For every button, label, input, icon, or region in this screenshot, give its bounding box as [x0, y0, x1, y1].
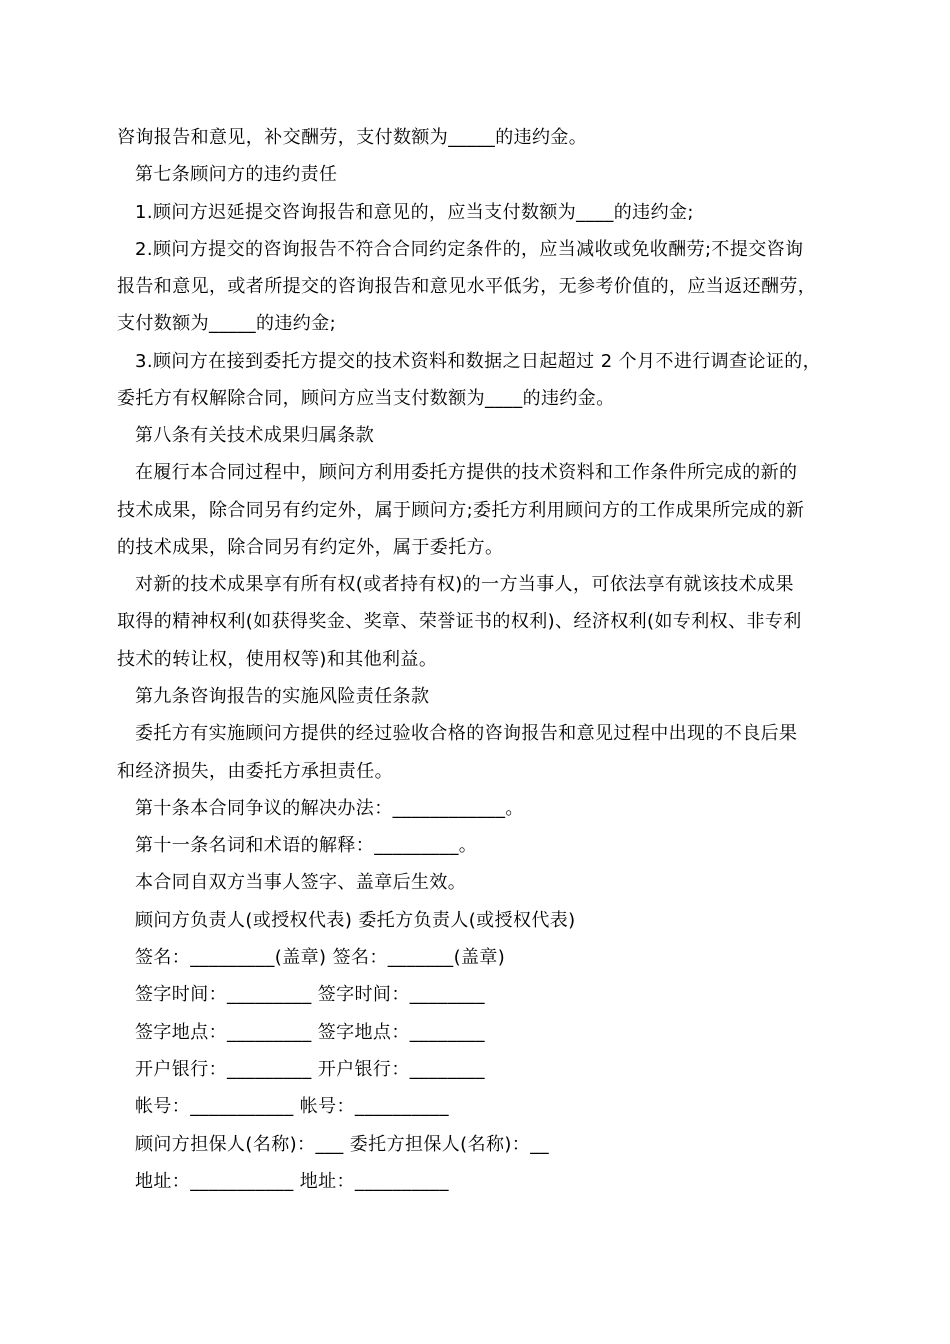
- paragraph-line: 技术的转让权，使用权等)和其他利益。: [117, 649, 438, 670]
- paragraph-line: 委托方有权解除合同，顾问方应当支付数额为____的违约金。: [117, 388, 615, 409]
- paragraph-line: 委托方有实施顾问方提供的经过验收合格的咨询报告和意见过程中出现的不良后果: [135, 723, 798, 744]
- address-row: 地址：___________ 地址：__________: [135, 1171, 449, 1192]
- paragraph-line: 对新的技术成果享有所有权(或者持有权)的一方当事人，可依法享有就该技术成果: [135, 574, 794, 595]
- paragraph-line: 报告和意见，或者所提交的咨询报告和意见水平低劣，无参考价值的，应当返还酬劳，: [117, 276, 817, 297]
- paragraph-line: 支付数额为_____的违约金;: [117, 313, 337, 334]
- guarantor-row: 顾问方担保人(名称)：___ 委托方担保人(名称)：__: [135, 1134, 550, 1155]
- account-row: 帐号：___________ 帐号：__________: [135, 1096, 449, 1117]
- section-heading-7: 第七条顾问方的违约责任: [135, 164, 338, 185]
- paragraph-line: 的技术成果，除合同另有约定外，属于委托方。: [117, 537, 504, 558]
- clause-7-1: 1.顾问方迟延提交咨询报告和意见的，应当支付数额为____的违约金;: [135, 202, 694, 223]
- section-heading-9: 第九条咨询报告的实施风险责任条款: [135, 686, 430, 707]
- paragraph-line: 和经济损失，由委托方承担责任。: [117, 761, 393, 782]
- section-heading-10: 第十条本合同争议的解决办法：____________。: [135, 798, 524, 819]
- paragraph-line: 咨询报告和意见，补交酬劳，支付数额为_____的违约金。: [117, 127, 588, 148]
- section-heading-11: 第十一条名词和术语的解释：_________。: [135, 835, 478, 856]
- bank-row: 开户银行：_________ 开户银行：________: [135, 1059, 485, 1080]
- effective-clause: 本合同自双方当事人签字、盖章后生效。: [135, 872, 467, 893]
- paragraph-line: 在履行本合同过程中，顾问方利用委托方提供的技术资料和工作条件所完成的新的: [135, 462, 798, 483]
- paragraph-line: 技术成果，除合同另有约定外，属于顾问方;委托方利用顾问方的工作成果所完成的新: [117, 500, 805, 521]
- clause-7-3: 3.顾问方在接到委托方提交的技术资料和数据之日起超过 2 个月不进行调查论证的，: [135, 351, 822, 372]
- clause-7-2: 2.顾问方提交的咨询报告不符合合同约定条件的，应当减收或免收酬劳;不提交咨询: [135, 239, 804, 260]
- paragraph-line: 取得的精神权利(如获得奖金、奖章、荣誉证书的权利)、经济权利(如专利权、非专利: [117, 611, 802, 632]
- signature-row: 签名：_________(盖章) 签名：_______(盖章): [135, 947, 506, 968]
- section-heading-8: 第八条有关技术成果归属条款: [135, 425, 375, 446]
- signatory-header: 顾问方负责人(或授权代表) 委托方负责人(或授权代表): [135, 910, 576, 931]
- sign-time-row: 签字时间：_________ 签字时间：________: [135, 984, 485, 1005]
- sign-place-row: 签字地点：_________ 签字地点：________: [135, 1022, 485, 1043]
